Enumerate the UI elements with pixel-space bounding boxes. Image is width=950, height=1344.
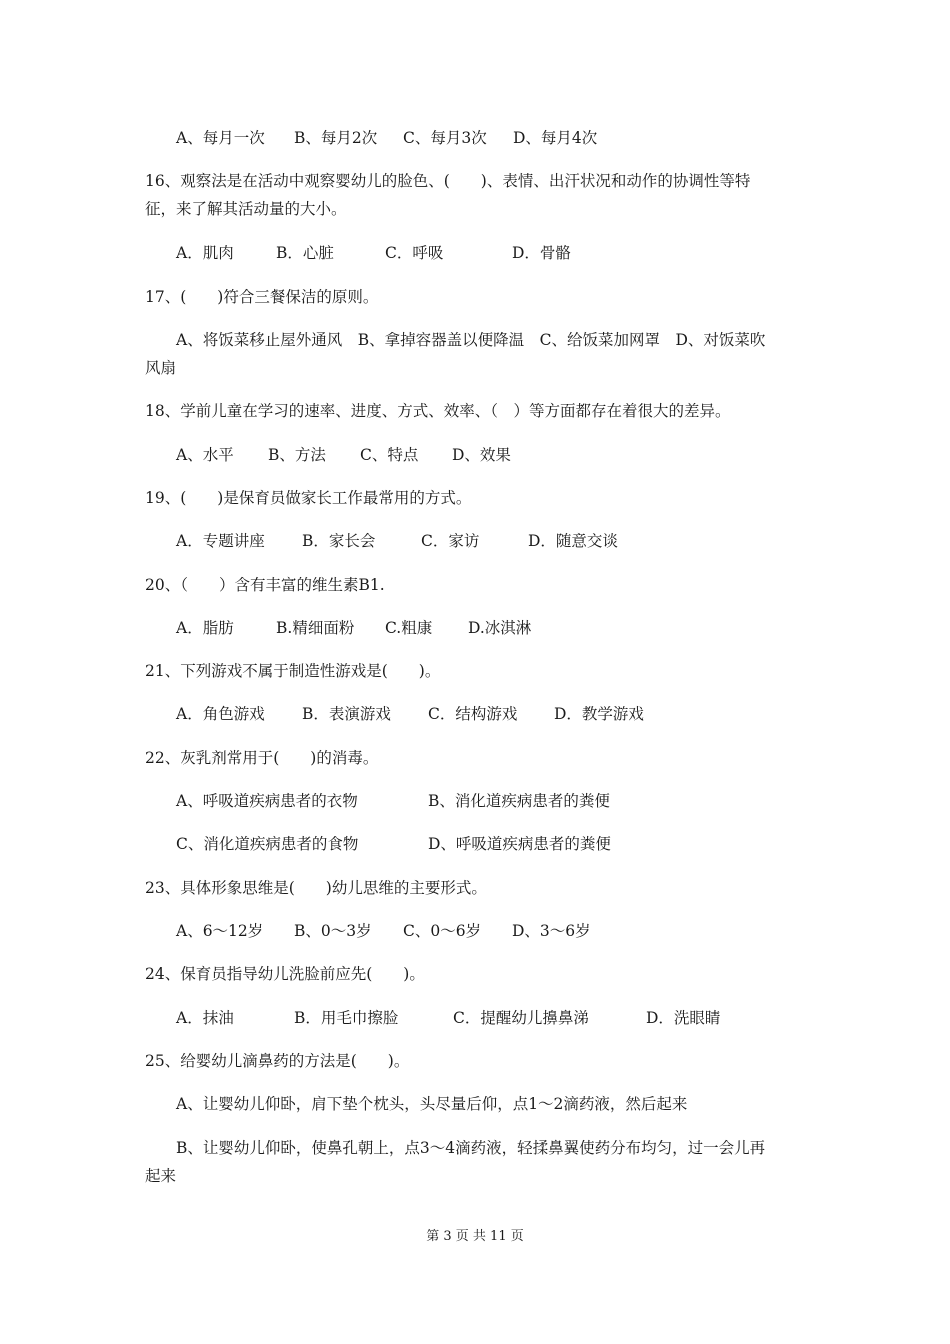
- q21-option-d: D．教学游戏: [554, 705, 644, 723]
- q25-option-b-line1: B、让婴幼儿仰卧，使鼻孔朝上，点3～4滴药液，轻揉鼻翼使药分布均匀，过一会儿再: [176, 1139, 766, 1157]
- page-number: 第 3 页 共 11 页: [426, 1229, 524, 1244]
- q23-option-a: A、6～12岁: [176, 922, 264, 940]
- q21-stem: 21、下列游戏不属于制造性游戏是( )。: [145, 662, 441, 680]
- q24-stem: 24、保育员指导幼儿洗脸前应先( )。: [145, 965, 425, 983]
- q24-option-b: B．用毛巾擦脸: [294, 1009, 399, 1027]
- q15-option-b: B、每月2次: [294, 129, 378, 147]
- q21-option-c: C．结构游戏: [428, 705, 518, 723]
- q16-option-d: D．骨骼: [512, 244, 571, 262]
- q18-stem: 18、学前儿童在学习的速率、进度、方式、效率、（ ）等方面都存在着很大的差异。: [145, 402, 731, 420]
- q23-stem: 23、具体形象思维是( )幼儿思维的主要形式。: [145, 879, 487, 897]
- q15-option-c: C、每月3次: [403, 129, 487, 147]
- q20-option-d: D.冰淇淋: [468, 619, 532, 637]
- q20-stem: 20、（ ）含有丰富的维生素B1.: [145, 576, 385, 594]
- q24-option-d: D．洗眼睛: [646, 1009, 721, 1027]
- q16-stem-line2: 征，来了解其活动量的大小。: [145, 200, 347, 218]
- q15-option-d: D、每月4次: [513, 129, 598, 147]
- q18-option-b: B、方法: [268, 446, 326, 464]
- q21-option-b: B．表演游戏: [302, 705, 391, 723]
- q25-option-a: A、让婴幼儿仰卧，肩下垫个枕头，头尽量后仰，点1～2滴药液，然后起来: [176, 1095, 688, 1113]
- q24-option-a: A．抹油: [176, 1009, 234, 1027]
- q20-option-b: B.精细面粉: [276, 619, 355, 637]
- q22-stem: 22、灰乳剂常用于( )的消毒。: [145, 749, 379, 767]
- q19-option-a: A．专题讲座: [176, 532, 265, 550]
- q25-option-b-line2: 起来: [145, 1167, 177, 1185]
- q16-option-a: A．肌肉: [176, 244, 234, 262]
- q18-option-c: C、特点: [360, 446, 419, 464]
- q19-option-c: C．家访: [421, 532, 480, 550]
- q18-option-d: D、效果: [452, 446, 511, 464]
- q24-option-c: C．提醒幼儿擤鼻涕: [453, 1009, 589, 1027]
- q19-stem: 19、( )是保育员做家长工作最常用的方式。: [145, 489, 472, 507]
- q18-option-a: A、水平: [176, 446, 234, 464]
- q19-option-b: B．家长会: [302, 532, 376, 550]
- q22-option-a: A、呼吸道疾病患者的衣物: [176, 792, 358, 810]
- q16-option-c: C．呼吸: [385, 244, 444, 262]
- q23-option-b: B、0～3岁: [294, 922, 372, 940]
- q22-option-c: C、消化道疾病患者的食物: [176, 835, 359, 853]
- q16-stem-line1: 16、观察法是在活动中观察婴幼儿的脸色、( )、表情、出汗状况和动作的协调性等特: [145, 172, 751, 190]
- q19-option-d: D．随意交谈: [528, 532, 618, 550]
- q17-options-line2: 风扇: [145, 359, 177, 377]
- q15-option-a: A、每月一次: [176, 129, 265, 147]
- q16-option-b: B．心脏: [276, 244, 334, 262]
- q23-option-d: D、3～6岁: [512, 922, 591, 940]
- q23-option-c: C、0～6岁: [403, 922, 482, 940]
- q20-option-c: C.粗康: [385, 619, 433, 637]
- q25-stem: 25、给婴幼儿滴鼻药的方法是( )。: [145, 1052, 410, 1070]
- q17-options-line1: A、将饭菜移止屋外通风 B、拿掉容器盖以便降温 C、给饭菜加网罩 D、对饭菜吹: [176, 331, 766, 349]
- q21-option-a: A．角色游戏: [176, 705, 265, 723]
- q20-option-a: A．脂肪: [176, 619, 234, 637]
- q17-stem: 17、( )符合三餐保洁的原则。: [145, 288, 379, 306]
- q22-option-d: D、呼吸道疾病患者的粪便: [428, 835, 611, 853]
- q22-option-b: B、消化道疾病患者的粪便: [428, 792, 610, 810]
